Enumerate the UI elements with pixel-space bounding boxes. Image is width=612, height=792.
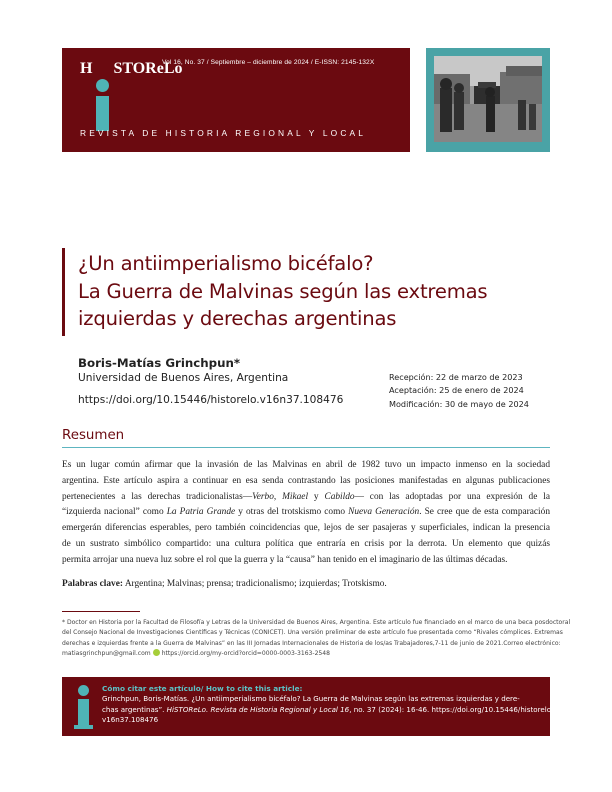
author-email[interactable]: matiasgrinchpun@gmail.com [62, 649, 151, 657]
abstract-line: emergerán diferencias esperables, pero también coincidencias que, lejos de ser pasajeras y superficiales, indican la presencia [62, 523, 550, 534]
keywords-label: Palabras clave: [62, 579, 123, 589]
abstract-line: pertenecientes a las derechas tradicionalistas—Verbo, Mikael y Cabildo— con las adoptadas por una expresión de la [62, 491, 550, 502]
cite-line: v16n37.108476 [102, 715, 159, 725]
cite-line: chas argentinas”. HiSTOReLo. Revista de Historia Regional y Local 16, no. 37 (2024): 16-46. https://doi.org/10.15446/historelo. [102, 704, 554, 714]
keywords [62, 579, 550, 589]
date-accepted: Aceptación: 25 de enero de 2024 [389, 385, 524, 396]
abstract-heading: Resumen [62, 428, 125, 443]
cover-photo-frame [426, 48, 550, 152]
abstract-body [62, 458, 550, 569]
info-icon [74, 685, 94, 729]
issue-info: Vol 16, No. 37 / Septiembre – diciembre de 2024 / E-ISSN: 2145-132X [162, 59, 375, 66]
footnote-line: derechas e izquierdas frente a la Guerra de Malvinas” en las III Jornadas Internacionales de Historia de los/as Trabajadores,7-11 de junio de 2021.Correo electrónico: [62, 639, 561, 647]
cite-line: Grinchpun, Boris-Matías. ¿Un antiimperialismo bicéfalo? La Guerra de Malvinas según las extremas izquierdas y dere- [102, 694, 520, 703]
footnote-divider [62, 611, 140, 612]
cite-heading: Cómo citar este artículo/ How to cite this article: [102, 684, 303, 693]
logo-i-glyph [93, 79, 111, 131]
abstract-line: permita arrojar una nueva luz sobre el rol que la guerra y la “causa” han tenido en el imaginario de las últimas décadas. [62, 554, 508, 565]
cite-text [102, 694, 554, 726]
abstract-line: argentina. Este artículo aspira a continuar en esa senda contrastando las posiciones manifestadas en algunas publicaciones [62, 475, 550, 486]
footnote-line [62, 649, 550, 659]
orcid-link[interactable]: https://orcid.org/my-orcid?orcid=0000-0003-3163-2548 [161, 649, 330, 657]
title-accent-bar [62, 248, 65, 336]
title-line-2: La Guerra de Malvinas según las extremas [78, 279, 488, 303]
date-modified: Modificación: 30 de mayo de 2024 [389, 398, 529, 409]
abstract-divider [62, 447, 550, 448]
doi-link[interactable]: https://doi.org/10.15446/historelo.v16n37.108476 [78, 394, 344, 406]
orcid-icon [153, 649, 160, 656]
cover-photo-image [434, 56, 542, 142]
article-dates [389, 371, 529, 411]
title-line-3: izquierdas y derechas argentinas [78, 307, 397, 330]
footnote-line: del Consejo Nacional de Investigaciones Científicas y Técnicas (CONICET). Una versión preliminar de este artículo fue presentada como “Rivales cómplices. Extremas [62, 629, 563, 637]
date-received: Recepción: 22 de marzo de 2023 [389, 372, 523, 382]
cover-photo [434, 56, 542, 142]
journal-logo [80, 53, 183, 131]
title-line-1: ¿Un antiimperialismo bicéfalo? [78, 252, 374, 275]
abstract-line: “izquierda nacional” como La Patria Grande y otras del trotskismo como Nueva Generación. Se cree que de esta comparación [62, 507, 550, 518]
cite-box [62, 677, 554, 736]
journal-tagline: REVISTA DE HISTORIA REGIONAL Y LOCAL [80, 128, 367, 138]
logo-rest: STOReLo [113, 60, 183, 77]
article-title [78, 250, 548, 333]
abstract-line: Es un lugar común afirmar que la invasión de las Malvinas en abril de 1982 tuvo un impacto inmenso en la sociedad [62, 460, 550, 470]
author-affiliation: Universidad de Buenos Aires, Argentina [78, 372, 289, 384]
footnote-line: * Doctor en Historia por la Facultad de Filosofía y Letras de la Universidad de Buenos Aires, Argentina. Este artículo fue financiado en el marco de una beca posdoctoral [62, 619, 571, 626]
author-footnote [62, 618, 571, 659]
journal-banner [62, 48, 410, 152]
logo-letter-h: H [80, 60, 93, 77]
abstract-line: de un sustrato simbólico compartido: una cultura política que entraría en crisis por la derrota. Un elemento que quizás [62, 538, 550, 549]
keywords-list: Argentina; Malvinas; prensa; tradicionalismo; izquierdas; Trotskismo. [124, 579, 387, 589]
author-name: Boris-Matías Grinchpun* [78, 356, 241, 370]
